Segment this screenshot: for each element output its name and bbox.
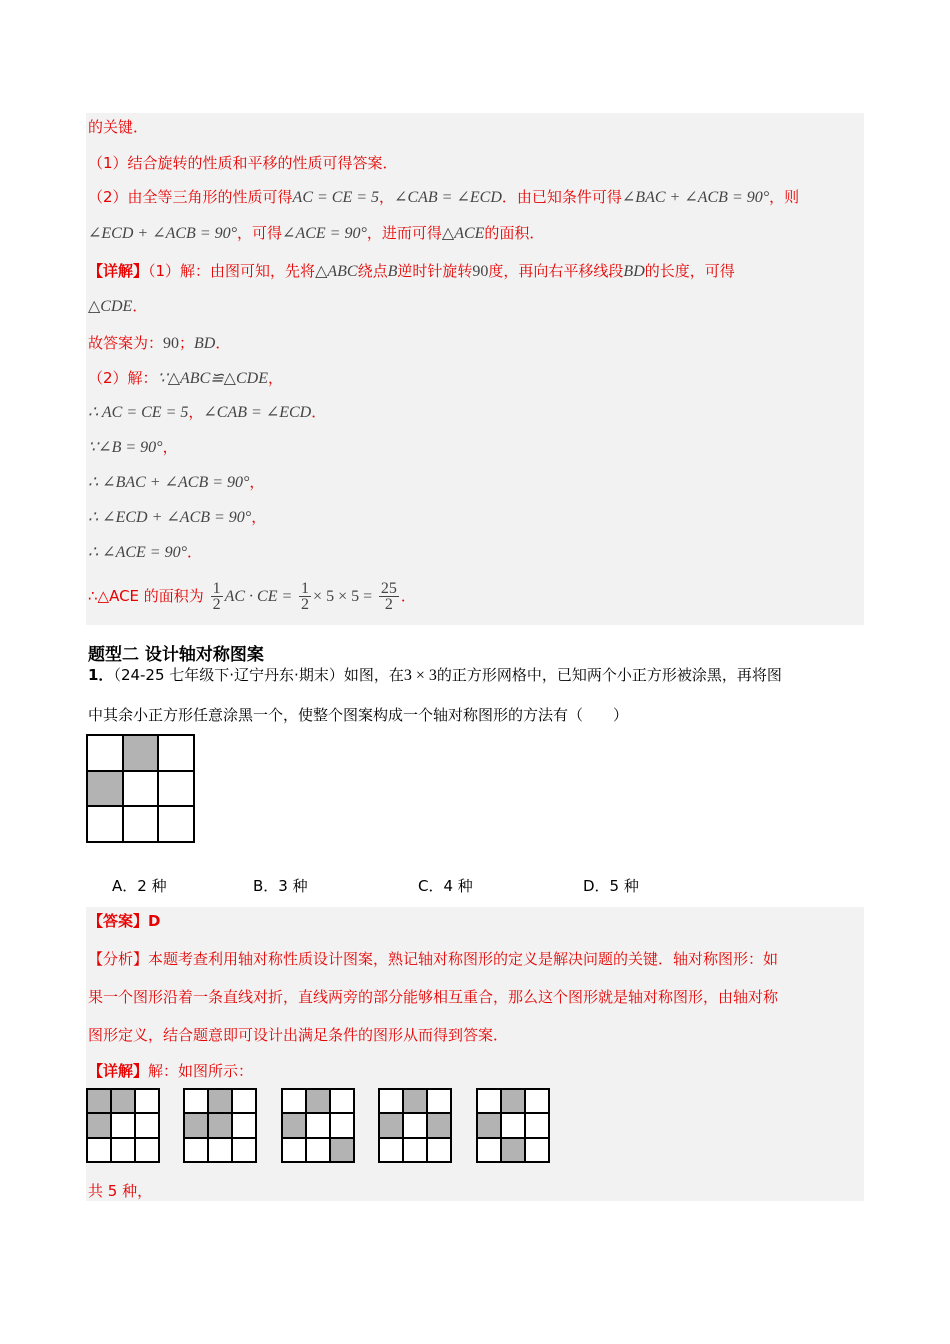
choice-a[interactable]: A．2 种 (112, 877, 167, 895)
math: ∴ AC = CE = 5 (88, 404, 189, 421)
grid-cell-empty (331, 1090, 355, 1114)
grid-cell-filled (88, 1090, 112, 1114)
grid-cell-empty (380, 1139, 404, 1163)
choice-b[interactable]: B．3 种 (253, 877, 308, 895)
text: 的关键． (88, 118, 149, 136)
grid-cell-empty (307, 1139, 331, 1163)
text: 图形定义，结合题意即可设计出满足条件的图形从而得到答案． (88, 1026, 509, 1044)
grid-cell-filled (307, 1090, 331, 1114)
grid-cell-empty (331, 1114, 355, 1138)
grid-cell-empty (124, 772, 160, 808)
question-line (88, 705, 628, 725)
grid-cell-empty (112, 1139, 136, 1163)
text-line (88, 507, 266, 528)
math: 90 (472, 263, 489, 280)
analysis-line (88, 987, 778, 1007)
grid-cell-filled (283, 1114, 307, 1138)
grid-cell-empty (283, 1139, 307, 1163)
grid-cell-empty (159, 772, 195, 808)
text-line (88, 261, 735, 282)
answer-line: 【答案】D (88, 912, 161, 930)
grid-cell-empty (88, 1139, 112, 1163)
solution-grid-1 (86, 1088, 160, 1163)
grid-cell-empty (209, 1139, 233, 1163)
math: △ABC (315, 263, 358, 280)
math: ∠BAC + ∠ACB = 90° (621, 189, 770, 206)
text: ； (179, 334, 195, 352)
grid-cell-empty (136, 1090, 160, 1114)
analysis-line (88, 949, 778, 969)
math: △CDE (88, 298, 133, 315)
math: BD (623, 263, 645, 280)
detail-line (88, 1061, 253, 1081)
grid-cell-empty (307, 1114, 331, 1138)
text: （2）解： (88, 369, 158, 387)
text-line (88, 223, 544, 244)
math: AC = CE = 5 (292, 189, 380, 206)
grid-cell-filled (88, 1114, 112, 1138)
math: ∠CAB = ∠ECD (203, 404, 312, 421)
math: ∠ACE = 90° (282, 225, 367, 242)
denominator: 2 (384, 596, 393, 613)
grid-cell-empty (112, 1114, 136, 1138)
text: ∴△ACE 的面积为 (88, 587, 204, 605)
denominator: 2 (301, 596, 310, 613)
text: ，则 (769, 188, 800, 206)
text: 度，再向右平移线段 (488, 262, 624, 280)
text: （24-25 七年级下·辽宁丹东·期末）如图，在 (113, 666, 404, 684)
solution-grid-3 (281, 1088, 355, 1163)
fraction (379, 581, 399, 612)
text: ． (132, 297, 148, 315)
numerator: 1 (301, 580, 310, 597)
text: 的正方形网格中，已知两个小正方形被涂黑，再将图 (436, 666, 782, 684)
grid-cell-empty (526, 1139, 550, 1163)
text: 中其余小正方形任意涂黑一个，使整个图案构成一个轴对称图形的方法有（ ） (88, 706, 629, 724)
grid-cell-filled (331, 1139, 355, 1163)
grid-cell-empty (526, 1090, 550, 1114)
math: ∠CAB = ∠ECD (394, 189, 502, 206)
solution-grid-5 (476, 1088, 550, 1163)
text: 解：如图所示： (148, 1062, 254, 1080)
text: ，进而可得 (366, 224, 442, 242)
text: ． (311, 403, 327, 421)
text-line (88, 402, 326, 423)
grid-cell-empty (526, 1114, 550, 1138)
text: ， (249, 473, 265, 491)
text: ， (267, 369, 283, 387)
grid-cell-empty (428, 1139, 452, 1163)
text: 的面积． (484, 224, 545, 242)
text-line (88, 542, 202, 563)
solution-grid-2 (183, 1088, 257, 1163)
numerator: 1 (212, 580, 221, 597)
grid-cell-empty (428, 1090, 452, 1114)
denominator: 2 (212, 596, 221, 613)
math: BD (194, 335, 216, 352)
grid-cell-filled (124, 736, 160, 772)
math: ∴ ∠ACE = 90° (88, 544, 187, 561)
grid-cell-empty (404, 1139, 428, 1163)
grid-cell-filled (209, 1114, 233, 1138)
grid-cell-filled (88, 772, 124, 808)
grid-cell-filled (502, 1090, 526, 1114)
text: ， (188, 403, 204, 421)
grid-cell-empty (502, 1114, 526, 1138)
math: ∵∠B = 90° (88, 439, 163, 456)
analysis-line (88, 1025, 508, 1045)
numerator: 25 (380, 580, 397, 597)
math: B (387, 263, 398, 280)
grid-cell-empty (185, 1090, 209, 1114)
grid-cell-empty (380, 1090, 404, 1114)
text: ，可得 (237, 224, 283, 242)
question-number: 1． (88, 666, 114, 684)
grid-cell-empty (185, 1139, 209, 1163)
math: 3 × 3 (403, 667, 437, 684)
grid-cell-filled (428, 1114, 452, 1138)
grid-cell-filled (502, 1139, 526, 1163)
detail-tag: 【详解】 (88, 1062, 149, 1080)
choice-d[interactable]: D．5 种 (583, 877, 639, 895)
grid-cell-empty (159, 736, 195, 772)
text: ， (251, 508, 267, 526)
text: 的长度，可得 (644, 262, 735, 280)
text: 绕点 (357, 262, 388, 280)
math: AC · CE = (224, 588, 293, 605)
grid-cell-empty (159, 807, 195, 843)
grid-cell-filled (380, 1114, 404, 1138)
math: ∵△ABC≌△CDE (157, 370, 268, 387)
text-line (88, 153, 398, 173)
text: ， (162, 438, 178, 456)
text-line (88, 472, 264, 493)
text: （1）解：由图可知，先将 (148, 262, 316, 280)
math: ∴ ∠BAC + ∠ACB = 90° (88, 474, 250, 491)
text: 故答案为： (88, 334, 164, 352)
text-line (88, 117, 148, 137)
text-line (88, 187, 799, 208)
grid-cell-empty (233, 1090, 257, 1114)
text-line (88, 578, 416, 615)
text: 【分析】本题考查利用轴对称性质设计图案，熟记轴对称图形的定义是解决问题的关键．轴对称图形：如 (88, 950, 779, 968)
grid-cell-empty (88, 736, 124, 772)
grid-cell-empty (478, 1090, 502, 1114)
grid-cell-empty (136, 1114, 160, 1138)
text: ． (215, 334, 231, 352)
text-line (88, 296, 147, 317)
grid-cell-filled (185, 1114, 209, 1138)
total-line: 共 5 种， (88, 1182, 153, 1200)
text-line (88, 437, 178, 458)
text: 果一个图形沿着一条直线对折，直线两旁的部分能够相互重合，那么这个图形就是轴对称图形，由轴对称 (88, 988, 779, 1006)
text: 逆时针旋转 (397, 262, 473, 280)
solution-grid-4 (378, 1088, 452, 1163)
grid-cell-empty (233, 1139, 257, 1163)
grid-cell-empty (233, 1114, 257, 1138)
text: （2）由全等三角形的性质可得 (88, 188, 293, 206)
grid-cell-filled (478, 1114, 502, 1138)
math: × 5 × 5 = (313, 588, 373, 605)
grid-cell-empty (136, 1139, 160, 1163)
math: ∠ECD + ∠ACB = 90° (88, 225, 238, 242)
question-line (88, 665, 782, 686)
text-line (88, 368, 283, 389)
grid-cell-filled (112, 1090, 136, 1114)
grid-cell-filled (209, 1090, 233, 1114)
choice-c[interactable]: C．4 种 (418, 877, 473, 895)
section-heading: 题型二 设计轴对称图案 (88, 645, 264, 665)
question-grid (86, 734, 195, 843)
grid-cell-filled (404, 1090, 428, 1114)
grid-cell-empty (404, 1114, 428, 1138)
text: ． (187, 543, 203, 561)
math: ∴ ∠ECD + ∠ACB = 90° (88, 509, 252, 526)
math: 90 (163, 335, 180, 352)
text: （1）结合旋转的性质和平移的性质可得答案． (88, 154, 398, 172)
fraction (299, 581, 311, 612)
fraction (211, 581, 223, 612)
grid-cell-empty (124, 807, 160, 843)
grid-cell-empty (88, 807, 124, 843)
text-line (88, 333, 230, 354)
text: ， (379, 188, 395, 206)
grid-cell-empty (283, 1090, 307, 1114)
text: ． (400, 587, 416, 605)
detail-tag: 【详解】 (88, 262, 149, 280)
math: △ACE (441, 225, 485, 242)
grid-cell-empty (478, 1139, 502, 1163)
text: ．由已知条件可得 (501, 188, 622, 206)
